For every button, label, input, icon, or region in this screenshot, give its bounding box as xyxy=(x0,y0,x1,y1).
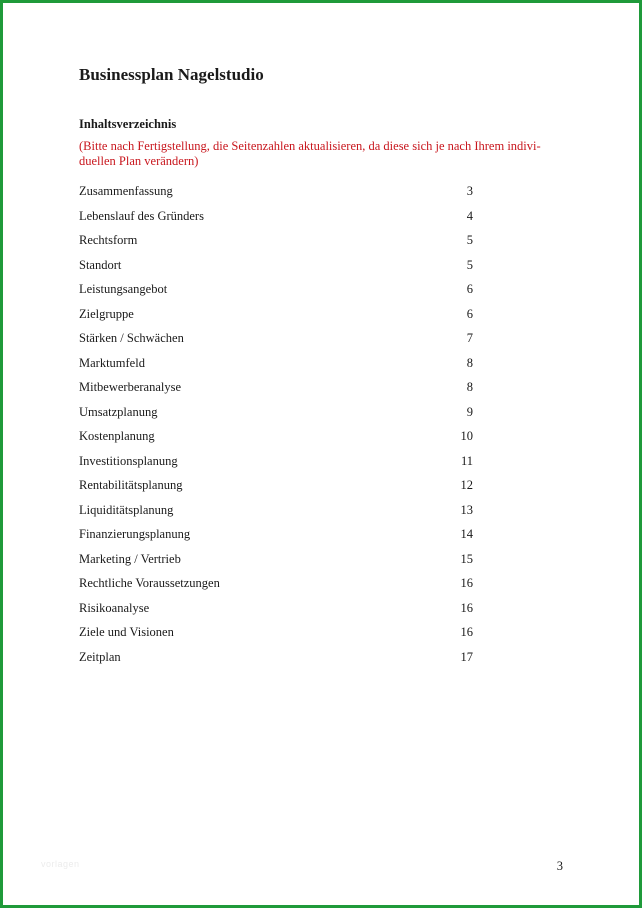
toc-entry-page-number: 5 xyxy=(466,233,473,247)
toc-entry-page-number: 8 xyxy=(466,355,473,370)
toc-entry-page-number: 11 xyxy=(460,453,473,468)
toc-entry-page-number: 6 xyxy=(466,282,473,296)
toc-entry-label: Kostenplanung xyxy=(79,429,155,443)
toc-entry xyxy=(79,549,479,574)
toc-entry xyxy=(79,475,479,500)
toc-entry-page-number: 4 xyxy=(466,208,473,223)
toc-entry xyxy=(79,181,479,206)
toc-entry xyxy=(79,304,479,329)
page-number: 3 xyxy=(556,859,563,873)
toc-entry-label: Risikoanalyse xyxy=(79,600,150,615)
toc-entry-label: Standort xyxy=(79,257,122,272)
toc-entry-label: Investitionsplanung xyxy=(79,453,178,468)
toc-entry-page-number: 15 xyxy=(460,551,473,566)
toc-entry-page-number: 6 xyxy=(466,306,473,321)
toc-entry-label: Liquiditätsplanung xyxy=(79,502,174,517)
toc-entry-label: Rechtliche Voraussetzungen xyxy=(79,576,220,590)
toc-entry-page-number: 3 xyxy=(466,184,473,198)
toc-entry-page-number: 16 xyxy=(460,625,473,639)
toc-entry-label: Zeitplan xyxy=(79,649,121,664)
toc-entry-label: Finanzierungsplanung xyxy=(79,527,191,541)
toc-entry xyxy=(79,279,479,304)
toc-entry-label: Umsatzplanung xyxy=(79,404,158,419)
toc-entry xyxy=(79,426,479,451)
toc-entry-label: Lebenslauf des Gründers xyxy=(79,208,204,223)
toc-entry xyxy=(79,230,479,255)
toc-entry-label: Ziele und Visionen xyxy=(79,625,174,639)
toc-entry xyxy=(79,647,479,672)
toc-entry-label: Zielgruppe xyxy=(79,306,134,321)
toc-entry xyxy=(79,500,479,525)
toc-entry xyxy=(79,328,479,353)
toc-entry-page-number: 16 xyxy=(460,576,473,590)
toc-entry-page-number: 7 xyxy=(466,331,473,345)
toc-entry-page-number: 16 xyxy=(460,600,473,615)
toc-instruction-note xyxy=(79,139,579,169)
toc-entry-page-number: 5 xyxy=(466,257,473,272)
toc-entry-label: Zusammenfassung xyxy=(79,184,173,198)
toc-entry-label: Stärken / Schwächen xyxy=(79,331,184,345)
toc-entry-page-number: 9 xyxy=(466,404,473,419)
toc-entry xyxy=(79,598,479,623)
toc-entry-page-number: 12 xyxy=(460,478,473,492)
toc-instruction-note-line-1: (Bitte nach Fertigstellung, die Seitenzahlen aktualisieren, da diese sich je nach Ihrem indivi- xyxy=(79,139,541,153)
toc-entry-page-number: 10 xyxy=(460,429,473,443)
toc-entry-page-number: 14 xyxy=(460,527,473,541)
table-of-contents xyxy=(79,181,479,671)
toc-entry-label: Marktumfeld xyxy=(79,355,145,370)
toc-entry xyxy=(79,622,479,647)
toc-entry-page-number: 13 xyxy=(460,502,473,517)
toc-entry xyxy=(79,524,479,549)
toc-entry-label: Rechtsform xyxy=(79,233,138,247)
toc-entry-label: Marketing / Vertrieb xyxy=(79,551,181,566)
watermark: vorlagen xyxy=(41,859,80,869)
toc-entry-label: Mitbewerberanalyse xyxy=(79,380,182,394)
toc-entry-label: Rentabilitätsplanung xyxy=(79,478,183,492)
toc-entry-page-number: 8 xyxy=(466,380,473,394)
toc-entry xyxy=(79,451,479,476)
toc-entry xyxy=(79,573,479,598)
document-title: Businessplan Nagelstudio xyxy=(79,65,264,84)
toc-entry xyxy=(79,353,479,378)
toc-entry-page-number: 17 xyxy=(460,649,473,664)
toc-entry xyxy=(79,402,479,427)
toc-entry xyxy=(79,255,479,280)
toc-entry-label: Leistungsangebot xyxy=(79,282,168,296)
toc-instruction-note-line-2: duellen Plan verändern) xyxy=(79,154,199,168)
toc-entry xyxy=(79,377,479,402)
toc-entry xyxy=(79,206,479,231)
toc-heading: Inhaltsverzeichnis xyxy=(79,117,177,131)
